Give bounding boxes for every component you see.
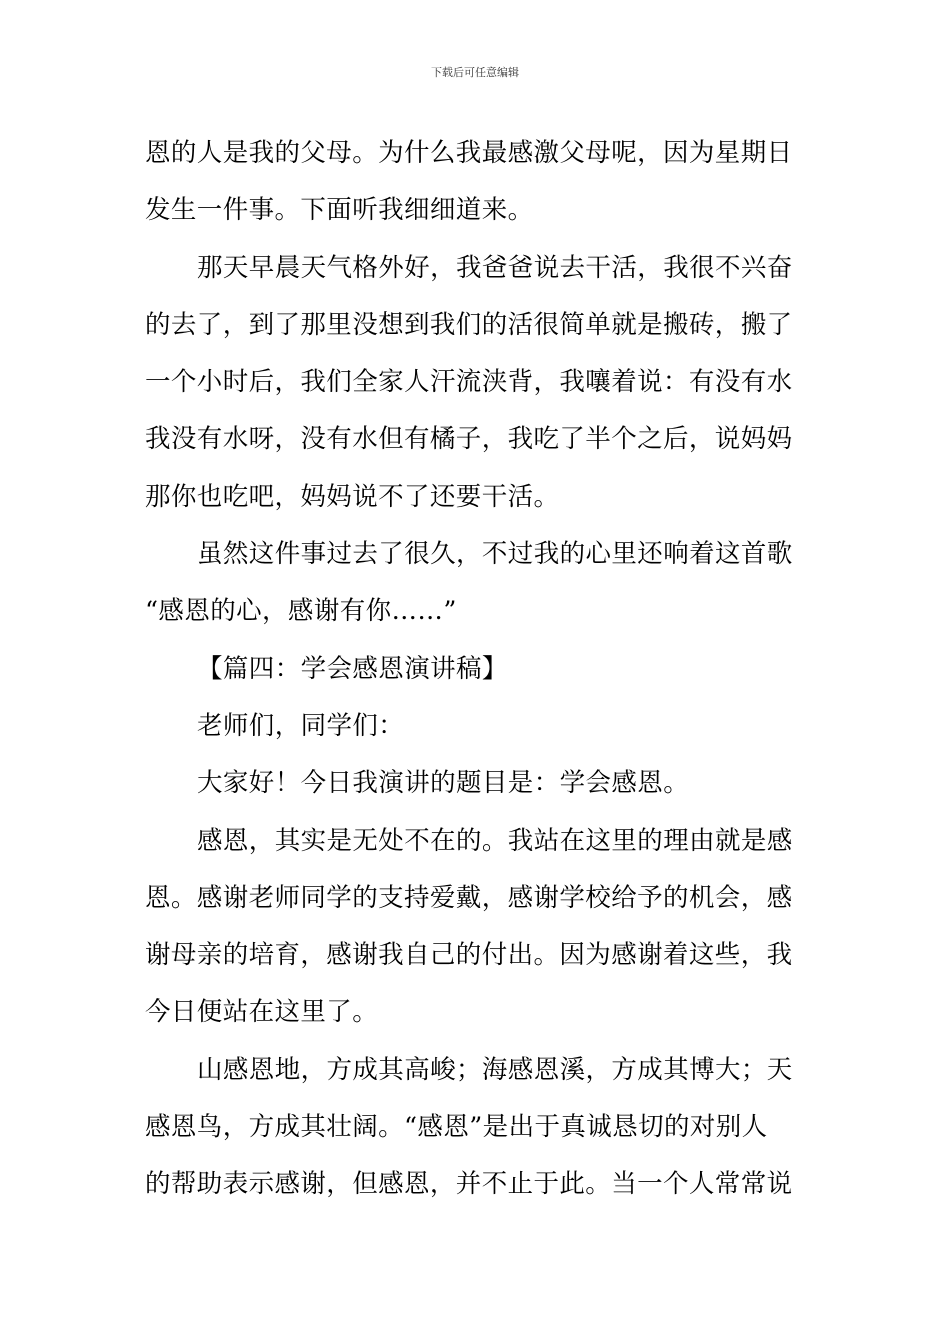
text-line: 那天早晨天气格外好，我爸爸说去干活，我很不兴奋 (197, 252, 793, 283)
text-line: 的帮助表示感谢，但感恩，并不止于此。当一个人常常说 (145, 1169, 793, 1200)
document-body (145, 125, 815, 1214)
text-line: 感恩鸟，方成其壮阔。“感恩”是出于真诚恳切的对别人 (145, 1112, 768, 1143)
text-line: 虽然这件事过去了很久，不过我的心里还响着这首歌 (197, 539, 793, 570)
page-header: 下载后可任意编辑 (431, 66, 519, 79)
text-line: 今日便站在这里了。 (145, 997, 379, 1028)
text-line: 大家好！今日我演讲的题目是：学会感恩。 (197, 768, 690, 799)
text-line: 一个小时后，我们全家人汗流浃背，我嚷着说：有没有水 (145, 367, 793, 398)
text-line: 恩。感谢老师同学的支持爱戴，感谢学校给予的机会，感 (145, 882, 793, 913)
text-line: 老师们，同学们： (197, 710, 405, 741)
text-line: 发生一件事。下面听我细细道来。 (145, 195, 534, 226)
text-line: 【篇四：学会感恩演讲稿】 (197, 653, 508, 684)
text-line: “感恩的心，感谢有你……” (145, 596, 457, 627)
text-line: 山感恩地，方成其高峻；海感恩溪，方成其博大；天 (197, 1054, 793, 1085)
text-line: 我没有水呀，没有水但有橘子，我吃了半个之后，说妈妈 (145, 424, 793, 455)
text-line: 谢母亲的培育，感谢我自己的付出。因为感谢着这些，我 (145, 940, 793, 971)
text-line: 的去了，到了那里没想到我们的活很简单就是搬砖，搬了 (145, 309, 793, 340)
text-line: 感恩，其实是无处不在的。我站在这里的理由就是感 (197, 825, 793, 856)
text-line: 那你也吃吧，妈妈说不了还要干活。 (145, 481, 560, 512)
text-line: 恩的人是我的父母。为什么我最感激父母呢，因为星期日 (145, 138, 793, 168)
